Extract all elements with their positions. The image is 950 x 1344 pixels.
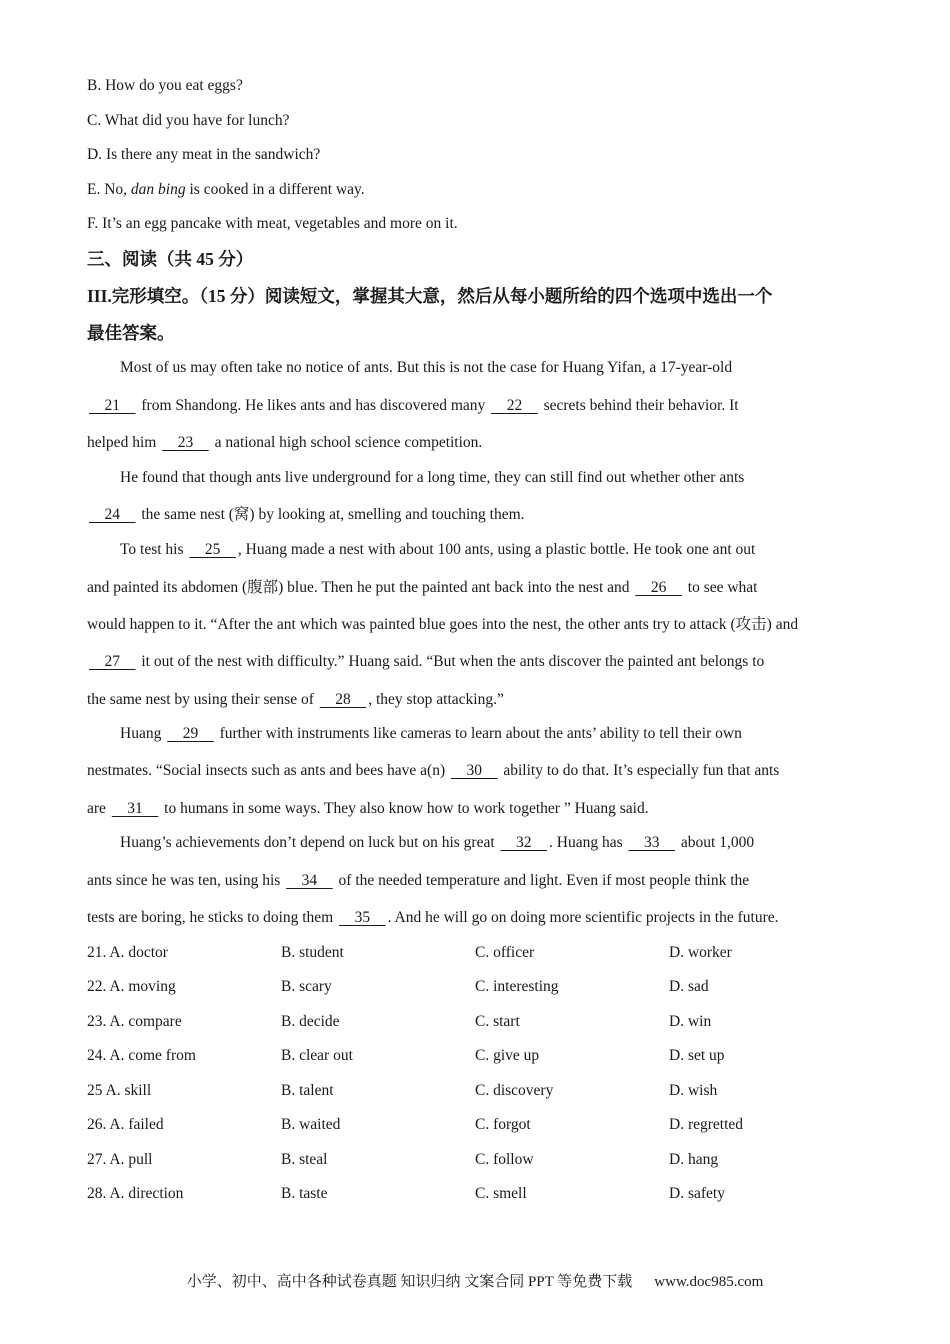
passage-text: . Huang has	[549, 834, 627, 851]
passage-line	[87, 908, 779, 928]
blank-23[interactable]: 23	[177, 434, 194, 451]
question-25-option-b[interactable]: B. talent	[281, 1082, 334, 1099]
passage-text: to humans in some ways. They also know how to work together ” Huang said.	[160, 800, 649, 817]
blank-25[interactable]: 25	[204, 541, 221, 558]
option-d: D. Is there any meat in the sandwich?	[87, 146, 321, 163]
passage-line	[120, 833, 754, 853]
page-footer	[0, 1270, 950, 1291]
passage-text: He found that though ants live underground for a long time, they can still find out whether other ants	[120, 469, 745, 486]
footer-text: 小学、初中、高中各种试卷真题 知识归纳 文案合同 PPT 等免费下载	[186, 1274, 633, 1290]
passage-line	[87, 578, 758, 598]
question-22-option-d[interactable]: D. sad	[669, 978, 709, 995]
question-23-option-a[interactable]: 23. A. compare	[87, 1013, 182, 1030]
passage-text: , they stop attacking.”	[368, 691, 504, 708]
question-25-option-d[interactable]: D. wish	[669, 1082, 718, 1099]
blank-22[interactable]: 22	[506, 397, 523, 414]
question-27-option-c[interactable]: C. follow	[475, 1151, 534, 1168]
passage-line	[87, 690, 504, 710]
option-c: C. What did you have for lunch?	[87, 112, 290, 129]
blank-26[interactable]: 26	[650, 579, 667, 596]
blank-21[interactable]: 21	[104, 397, 120, 414]
blank-30[interactable]: 30	[466, 762, 482, 779]
blank-28[interactable]: 28	[335, 691, 351, 708]
question-24-option-a[interactable]: 24. A. come from	[87, 1047, 196, 1064]
section-title: 三、阅读（共 45 分）	[87, 249, 254, 269]
question-24-option-d[interactable]: D. set up	[669, 1047, 725, 1064]
passage-text: are	[87, 800, 110, 817]
question-28-option-c[interactable]: C. smell	[475, 1185, 527, 1202]
blank-33[interactable]: 33	[644, 834, 660, 851]
question-26-option-a[interactable]: 26. A. failed	[87, 1116, 164, 1133]
passage-line	[120, 724, 742, 744]
passage-text: further with instruments like cameras to learn about the ants’ ability to tell their own	[215, 725, 742, 742]
passage-text: nestmates. “Social insects such as ants and bees have a(n)	[87, 762, 449, 779]
passage-line	[87, 761, 779, 781]
passage-text: about 1,000	[677, 834, 755, 851]
question-27-option-d[interactable]: D. hang	[669, 1151, 719, 1168]
question-23-option-b[interactable]: B. decide	[281, 1013, 340, 1030]
passage-line	[120, 358, 732, 378]
passage-text: tests are boring, he sticks to doing them	[87, 909, 338, 926]
blank-31[interactable]: 31	[127, 800, 143, 817]
passage-line	[87, 652, 764, 672]
passage-text: Huang	[120, 725, 166, 742]
question-26-option-d[interactable]: D. regretted	[669, 1116, 744, 1133]
question-22-option-a[interactable]: 22. A. moving	[87, 978, 176, 995]
footer-url[interactable]: www.doc985.com	[654, 1274, 764, 1290]
question-26-option-b[interactable]: B. waited	[281, 1116, 341, 1133]
blank-34[interactable]: 34	[301, 872, 318, 889]
option-b: B. How do you eat eggs?	[87, 77, 243, 94]
passage-text: secrets behind their behavior. It	[539, 397, 739, 414]
option-f: F. It’s an egg pancake with meat, vegetables and more on it.	[87, 215, 458, 232]
passage-text: from Shandong. He likes ants and has discovered many	[137, 397, 490, 414]
question-25-option-c[interactable]: C. discovery	[475, 1082, 554, 1099]
passage-text: the same nest (窝) by looking at, smelling and touching them.	[137, 506, 525, 523]
passage-line	[87, 871, 749, 891]
passage-text: To test his	[120, 541, 188, 558]
question-21-option-c[interactable]: C. officer	[475, 944, 535, 961]
passage-text: a national high school science competition.	[210, 434, 483, 451]
blank-27[interactable]: 27	[104, 653, 120, 670]
passage-text: the same nest by using their sense of	[87, 691, 318, 708]
question-22-option-c[interactable]: C. interesting	[475, 978, 559, 995]
passage-line	[87, 505, 525, 525]
option-e: E. No, dan bing is cooked in a different way.	[87, 181, 365, 198]
question-28-option-d[interactable]: D. safety	[669, 1185, 725, 1202]
question-23-option-c[interactable]: C. start	[475, 1013, 520, 1030]
passage-line	[87, 396, 739, 416]
question-28-option-b[interactable]: B. taste	[281, 1185, 328, 1202]
passage-text: and painted its abdomen (腹部) blue. Then he put the painted ant back into the nest and	[87, 579, 634, 596]
passage-text: , Huang made a nest with about 100 ants, using a plastic bottle. He took one ant out	[237, 541, 756, 558]
cloze-header-line2: 最佳答案。	[87, 323, 175, 343]
blank-35[interactable]: 35	[354, 909, 371, 926]
passage-text: ability to do that. It’s especially fun that ants	[499, 762, 780, 779]
question-24-option-b[interactable]: B. clear out	[281, 1047, 353, 1064]
passage-text: helped him	[87, 434, 161, 451]
blank-29[interactable]: 29	[182, 725, 199, 742]
passage-text: of the needed temperature and light. Even if most people think the	[334, 872, 750, 889]
passage-line	[87, 799, 649, 819]
passage-line	[120, 468, 744, 488]
passage-text: . And he will go on doing more scientific projects in the future.	[387, 909, 779, 926]
question-27-option-a[interactable]: 27. A. pull	[87, 1151, 153, 1168]
question-26-option-c[interactable]: C. forgot	[475, 1116, 531, 1133]
question-24-option-c[interactable]: C. give up	[475, 1047, 540, 1064]
passage-line	[87, 433, 482, 453]
blank-32[interactable]: 32	[516, 834, 532, 851]
passage-text: ants since he was ten, using his	[87, 872, 285, 889]
blank-24[interactable]: 24	[104, 506, 120, 523]
question-21-option-d[interactable]: D. worker	[669, 944, 732, 961]
question-27-option-b[interactable]: B. steal	[281, 1151, 328, 1168]
question-21-option-b[interactable]: B. student	[281, 944, 344, 961]
passage-text: Most of us may often take no notice of ants. But this is not the case for Huang Yifan, a 17-year-old	[120, 359, 733, 376]
passage-text: Huang’s achievements don’t depend on luck but on his great	[120, 834, 499, 851]
passage-text: would happen to it. “After the ant which was painted blue goes into the nest, the other ants try to attack (攻击) and	[87, 616, 799, 633]
question-22-option-b[interactable]: B. scary	[281, 978, 332, 995]
passage-line	[120, 540, 755, 560]
question-23-option-d[interactable]: D. win	[669, 1013, 712, 1030]
passage-text: it out of the nest with difficulty.” Huang said. “But when the ants discover the painted ant belongs to	[137, 653, 765, 670]
question-28-option-a[interactable]: 28. A. direction	[87, 1185, 184, 1202]
question-21-option-a[interactable]: 21. A. doctor	[87, 944, 168, 961]
passage-line	[87, 615, 798, 635]
question-25-option-a[interactable]: 25 A. skill	[87, 1082, 152, 1099]
cloze-header-line1: III.完形填空。（15 分）阅读短文，掌握其大意，然后从每小题所给的四个选项中选出一个	[87, 286, 773, 306]
passage-text: to see what	[683, 579, 758, 596]
